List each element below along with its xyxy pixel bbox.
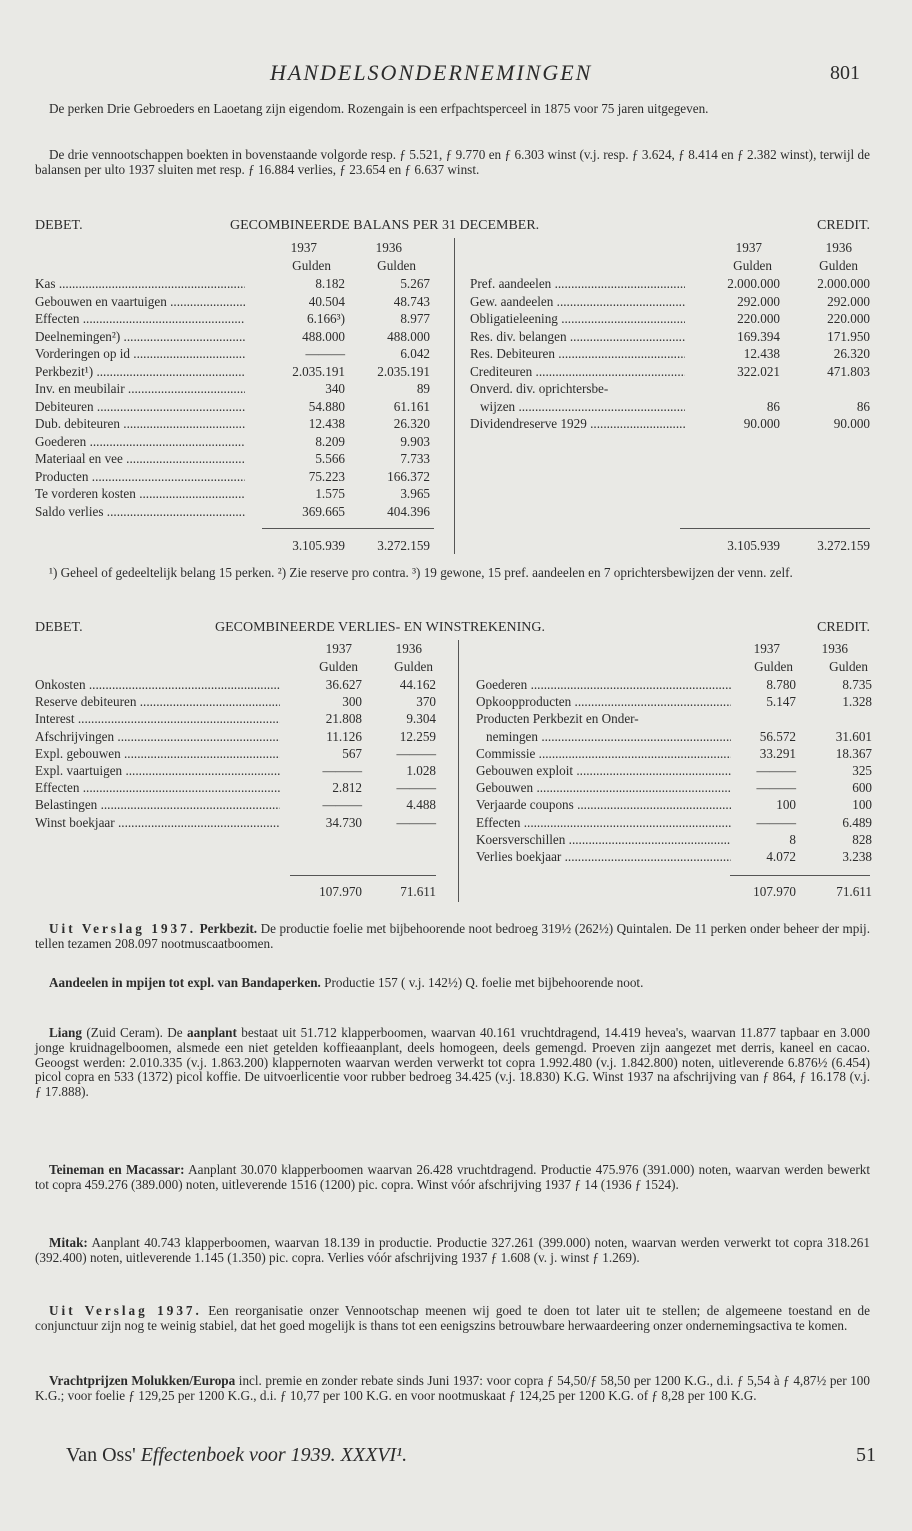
- footer-prefix: Van Oss': [66, 1444, 136, 1466]
- row-value-1936: 12.259: [399, 728, 436, 744]
- row-label: Verlies boekjaar .....: [476, 849, 731, 865]
- balance-title: GECOMBINEERDE BALANS PER 31 DECEMBER.: [230, 218, 540, 233]
- row-label: Gebouwen .....: [476, 780, 731, 796]
- row-value-1936: 828: [852, 831, 872, 847]
- balance-debet-label: DEBET.: [35, 218, 83, 233]
- balance-left-year-1936: 1936: [375, 240, 402, 255]
- paragraph-verslag-reorganisatie: [35, 1304, 870, 1334]
- section-heading: Vrachtprijzen Molukken/Europa: [49, 1373, 236, 1388]
- pl-left-unit-b: Gulden: [394, 659, 433, 674]
- section-keyword: aanplant: [187, 1025, 237, 1040]
- footer-page-number: 51: [856, 1444, 876, 1466]
- row-label: wijzen .....: [480, 399, 685, 415]
- paragraph-text: De productie foelie met bijbehoorende noot bedroeg 319½ (262½) Quintalen. De 11 perken onder beheer der mpij. tellen tezamen 208.097 nootmuscaatboomen.: [35, 921, 871, 951]
- row-value-1937: 4.072: [766, 849, 796, 864]
- section-heading: Mitak:: [49, 1235, 88, 1250]
- row-value-1937: 8: [789, 831, 796, 847]
- section-heading: Liang: [49, 1025, 82, 1040]
- pl-column-divider: [458, 640, 459, 902]
- row-value-1937: 488.000: [302, 328, 345, 344]
- row-label: Effecten .....: [476, 815, 731, 831]
- section-heading: Perkbezit.: [199, 921, 258, 936]
- row-label: Dividendreserve 1929 .....: [470, 416, 685, 432]
- row-value-1937: 86: [766, 398, 780, 414]
- balance-column-divider: [454, 238, 455, 554]
- row-label: Res. Debiteuren .....: [470, 346, 685, 362]
- row-label: Expl. vaartuigen .....: [35, 763, 280, 779]
- row-label: Goederen .....: [35, 434, 245, 450]
- row-label: nemingen .....: [486, 729, 731, 745]
- row-value-1936: 9.903: [400, 433, 430, 449]
- balance-credit-label: CREDIT.: [816, 218, 870, 233]
- intro-paragraph-1: De perken Drie Gebroeders en Laoetang zijn eigendom. Rozengain is een erfpachtsperceel in 1875 voor 75 jaren uitgegeven.: [49, 101, 709, 116]
- row-value-1936: 2.000.000: [817, 276, 870, 291]
- pl-credit-label: CREDIT.: [816, 620, 870, 635]
- row-label: Winst boekjaar .....: [35, 815, 280, 831]
- row-value-1936: 3.965: [400, 486, 430, 501]
- section-lead: Uit Verslag 1937.: [49, 1303, 202, 1318]
- row-value-1936: 86: [856, 398, 870, 414]
- row-value-1936: 1.328: [842, 694, 872, 710]
- balance-right-unit-b: Gulden: [819, 258, 858, 273]
- row-value-1937: ———: [322, 797, 362, 813]
- row-value-1937: ———: [756, 814, 796, 830]
- row-value-1936: 488.000: [387, 328, 430, 344]
- pl-right-unit-a: Gulden: [754, 659, 793, 674]
- row-label: Inv. en meubilair .....: [35, 381, 245, 397]
- row-label: Gebouwen en vaartuigen .....: [35, 294, 245, 310]
- row-value-1936: 3.238: [842, 849, 872, 864]
- pl-total-left-1937: 107.970: [319, 884, 362, 899]
- row-value-1936: 325: [852, 763, 872, 778]
- row-value-1936: 8.735: [842, 677, 872, 692]
- balance-right-year-1937: 1937: [735, 240, 762, 255]
- row-label: Dub. debiteuren .....: [35, 416, 245, 432]
- row-label: Reserve debiteuren .....: [35, 694, 280, 710]
- pl-left-unit-a: Gulden: [319, 659, 358, 674]
- row-value-1937: 54.880: [308, 398, 345, 414]
- row-value-1936: 26.320: [393, 416, 430, 431]
- row-label: Res. div. belangen .....: [470, 329, 685, 345]
- row-label: Verjaarde coupons .....: [476, 797, 731, 813]
- row-label: Onverd. div. oprichtersbe-: [470, 381, 609, 396]
- row-value-1936: ———: [396, 745, 436, 761]
- row-label: Effecten .....: [35, 311, 245, 327]
- row-label: Expl. gebouwen .....: [35, 746, 280, 762]
- paragraph-text: (Zuid Ceram). De: [81, 1025, 188, 1040]
- row-value-1937: 5.566: [315, 451, 345, 466]
- pl-debet-label: DEBET.: [35, 620, 83, 635]
- row-value-1937: 56.572: [759, 728, 796, 744]
- balance-right-year-1936: 1936: [825, 240, 852, 255]
- pl-left-year-1936: 1936: [395, 641, 422, 656]
- row-value-1936: 61.161: [393, 398, 430, 414]
- row-value-1937: 40.504: [308, 293, 345, 309]
- row-value-1936: ———: [396, 814, 436, 830]
- row-value-1937: 33.291: [759, 745, 796, 761]
- section-heading: Aandeelen in mpijen tot expl. van Bandaperken.: [49, 975, 321, 990]
- row-value-1936: 31.601: [835, 728, 872, 744]
- row-value-1936: 1.028: [406, 763, 436, 778]
- running-header-page-number: 801: [830, 62, 860, 84]
- page-footer: [66, 1444, 407, 1467]
- row-label: Vorderingen op id .....: [35, 346, 245, 362]
- row-value-1937: 322.021: [737, 363, 780, 379]
- row-value-1937: 36.627: [325, 677, 362, 692]
- balance-right-unit-a: Gulden: [733, 258, 772, 273]
- row-label: Gew. aandeelen .....: [470, 294, 685, 310]
- row-value-1937: 90.000: [743, 416, 780, 431]
- row-label: Goederen .....: [476, 677, 731, 693]
- row-label: Perkbezit¹) .....: [35, 364, 245, 380]
- row-label: Producten .....: [35, 469, 245, 485]
- paragraph-text: Aanplant 40.743 klapperboomen, waarvan 18.139 in productie. Productie 327.261 (399.000) noten, waarvan werden verwerkt tot copra 318.261 (392.400) noten, uitleverende 1.145 (1.350) pic. copra. Verlies vóór afschrijving 1937 ƒ 1.608 (v. j. winst ƒ 1.269).: [35, 1235, 870, 1265]
- row-value-1936: 2.035.191: [377, 363, 430, 379]
- running-header-title: HANDELSONDERNEMINGEN: [270, 60, 593, 85]
- intro-paragraph-2: De drie vennootschappen boekten in bovenstaande volgorde resp. ƒ 5.521, ƒ 9.770 en ƒ 6.303 winst (v.j. resp. ƒ 3.624, ƒ 8.414 en ƒ 2.382 winst), terwijl de balansen per ulto 1937 sluiten met resp. ƒ 16.884 verlies, ƒ 23.654 en ƒ 6.637 winst.: [35, 147, 870, 177]
- paragraph-aandeelen: [35, 976, 870, 991]
- row-value-1937: 12.438: [743, 346, 780, 361]
- row-value-1937: 2.000.000: [727, 276, 780, 291]
- row-value-1937: 8.780: [766, 677, 796, 692]
- paragraph-text: incl. premie en zonder rebate sinds Juni 1937: voor copra ƒ 54,50/ƒ 58,50 per 1200 K.G., d.i. ƒ 5,54 à ƒ 4,87½ per 100 K.G.; voor foelie ƒ 129,25 per 1200 K.G., d.i. ƒ 10,77 per 100 K.G. en voor nootmuskaat ƒ 124,25 per 1200 K.G. of ƒ 8,28 per 100 K.G.: [35, 1373, 870, 1403]
- paragraph-teineman: [35, 1163, 870, 1193]
- pl-left-year-1937: 1937: [325, 641, 352, 656]
- row-value-1936: 404.396: [387, 503, 430, 519]
- row-label: Koersverschillen .....: [476, 832, 731, 848]
- row-label: Kas .....: [35, 276, 245, 292]
- balance-left-year-1937: 1937: [290, 240, 317, 255]
- row-value-1936: 292.000: [827, 293, 870, 309]
- pl-left-total-rule: [290, 875, 436, 876]
- balance-left-total-rule: [262, 528, 434, 529]
- row-value-1937: 300: [342, 694, 362, 710]
- row-value-1937: 34.730: [325, 814, 362, 830]
- row-value-1937: ———: [322, 763, 362, 778]
- row-value-1936: 9.304: [406, 711, 436, 727]
- row-value-1936: 100: [852, 797, 872, 813]
- paragraph-liang: [35, 1026, 870, 1100]
- paragraph-verslag-perkbezit: [35, 922, 870, 952]
- row-value-1937: 8.209: [315, 433, 345, 449]
- pl-right-year-1937: 1937: [753, 641, 780, 656]
- section-heading: Teineman en Macassar:: [49, 1162, 185, 1177]
- balance-total-left-1937: 3.105.939: [292, 538, 345, 553]
- pl-total-right-1937: 107.970: [753, 884, 796, 899]
- row-label: Pref. aandeelen .....: [470, 276, 685, 292]
- pl-total-right-1936: 71.611: [836, 884, 872, 899]
- row-value-1936: 90.000: [833, 416, 870, 431]
- row-value-1937: 5.147: [766, 694, 796, 710]
- section-lead: Uit Verslag 1937.: [49, 921, 197, 936]
- row-label: Effecten .....: [35, 780, 280, 796]
- row-label: Interest .....: [35, 711, 280, 727]
- pl-right-year-1936: 1936: [821, 641, 848, 656]
- row-value-1937: 12.438: [308, 416, 345, 431]
- row-label: Afschrijvingen .....: [35, 729, 280, 745]
- paragraph-text: Productie 157 ( v.j. 142½) Q. foelie met bijbehoorende noot.: [320, 975, 644, 990]
- row-value-1937: 169.394: [737, 328, 780, 344]
- row-value-1936: 7.733: [400, 451, 430, 466]
- row-value-1937: ———: [305, 346, 345, 361]
- pl-title: GECOMBINEERDE VERLIES- EN WINSTREKENING.: [215, 620, 546, 635]
- row-value-1937: 21.808: [325, 711, 362, 727]
- balance-total-left-1936: 3.272.159: [377, 538, 430, 553]
- paragraph-text: bestaat uit 51.712 klapperboomen, waarvan 40.161 vruchtdragend, 14.419 hevea's, waarvan 11.877 tapbaar en 3.000 jonge kruidnagelboomen, alsmede een niet getelden koffieaanplant, deels homogeen, deels gemengd. Proeven zijn aangezet met derris, kaneel en cacao. Geoogst werden: 2.010.335 (v.j. 1.863.200) klappernoten waarvan werden verwerkt tot copra 1.992.480 (v.j. 1.842.800) noten, uitleverende 6.876½ (6.454) picol copra en 533 (1372) picol koffie. De uitvoerlicentie voor rubber bedroeg 34.425 (v.j. 18.830) K.G. Winst 1937 na afschrijving van ƒ 864, ƒ 16.178 (v.j. ƒ 17.888).: [35, 1025, 870, 1100]
- paragraph-mitak: [35, 1236, 870, 1266]
- row-value-1937: 8.182: [315, 276, 345, 291]
- row-value-1937: 6.166³): [306, 311, 345, 326]
- row-label: Crediteuren .....: [470, 364, 685, 380]
- row-value-1937: ———: [756, 780, 796, 796]
- row-value-1937: 220.000: [737, 311, 780, 326]
- row-value-1936: 171.950: [827, 328, 870, 344]
- row-value-1937: 1.575: [315, 486, 345, 501]
- row-value-1936: 6.489: [842, 814, 872, 830]
- row-value-1937: 292.000: [737, 293, 780, 309]
- balance-left-unit-a: Gulden: [292, 258, 331, 273]
- row-label: Onkosten .....: [35, 677, 280, 693]
- paragraph-text: Aanplant 30.070 klapperboomen waarvan 26.428 vruchtdragend. Productie 475.976 (391.000) noten, waarvan werden bewerkt tot copra 459.276 (389.000) noten, uitleverende 1516 (1200) pic. copra. Winst vóór afschrijving 1937 ƒ 14 (1936 ƒ 1524).: [35, 1162, 870, 1192]
- paragraph-text: Een reorganisatie onzer Vennootschap meenen wij goed te doen tot later uit te stellen; de algemeene toestand en de conjunctuur zijn nog te weinig stabiel, dat het goed mogelijk is thans tot een eenigszins betrouwbare herwaardeering onzer ondernemingsactiva te komen.: [35, 1303, 871, 1333]
- footer-book-title: Effectenboek voor 1939. XXXVI¹.: [140, 1444, 408, 1466]
- row-value-1936: 600: [852, 780, 872, 796]
- balance-right-total-rule: [680, 528, 870, 529]
- balance-left-unit-b: Gulden: [377, 258, 416, 273]
- row-label: Deelnemingen²) .....: [35, 329, 245, 345]
- row-label: Opkoopproducten .....: [476, 694, 731, 710]
- row-value-1936: 26.320: [833, 346, 870, 361]
- row-value-1937: 2.812: [332, 780, 362, 796]
- row-value-1937: 340: [325, 381, 345, 396]
- row-label: Obligatieleening .....: [470, 311, 685, 327]
- row-value-1936: 18.367: [835, 745, 872, 761]
- row-value-1936: 8.977: [400, 311, 430, 326]
- row-value-1936: 4.488: [406, 797, 436, 813]
- row-value-1937: 369.665: [302, 503, 345, 519]
- row-value-1937: 2.035.191: [292, 363, 345, 379]
- pl-right-total-rule: [730, 875, 870, 876]
- row-label: Saldo verlies .....: [35, 504, 245, 520]
- row-value-1936: 89: [416, 381, 430, 396]
- row-label: Debiteuren .....: [35, 399, 245, 415]
- row-value-1936: 48.743: [393, 293, 430, 309]
- row-label: Belastingen .....: [35, 797, 280, 813]
- row-value-1937: 11.126: [326, 728, 362, 744]
- row-value-1936: 5.267: [400, 276, 430, 291]
- row-value-1936: ———: [396, 780, 436, 796]
- balance-footnotes: ¹) Geheel of gedeeltelijk belang 15 perken. ²) Zie reserve pro contra. ³) 19 gewone, 15 pref. aandeelen en 7 oprichtersbewijzen der venn. zelf.: [49, 565, 793, 580]
- balance-total-right-1937: 3.105.939: [727, 538, 780, 553]
- row-label: Commissie .....: [476, 746, 731, 762]
- paragraph-vrachtprijzen: [35, 1374, 870, 1404]
- pl-right-unit-b: Gulden: [829, 659, 868, 674]
- row-label: Producten Perkbezit en Onder-: [476, 711, 639, 727]
- row-value-1937: 100: [776, 797, 796, 813]
- row-value-1936: 471.803: [827, 363, 870, 379]
- row-value-1936: 370: [416, 694, 436, 710]
- row-value-1937: ———: [756, 763, 796, 778]
- row-value-1936: 6.042: [400, 346, 430, 361]
- row-value-1936: 166.372: [387, 468, 430, 484]
- row-label: Gebouwen exploit .....: [476, 763, 731, 779]
- row-label: Materiaal en vee .....: [35, 451, 245, 467]
- row-value-1936: 220.000: [827, 311, 870, 326]
- row-value-1937: 75.223: [308, 468, 345, 484]
- row-value-1937: 567: [342, 745, 362, 761]
- row-label: Te vorderen kosten .....: [35, 486, 245, 502]
- balance-total-right-1936: 3.272.159: [817, 538, 870, 553]
- row-value-1936: 44.162: [399, 677, 436, 692]
- pl-total-left-1936: 71.611: [400, 884, 436, 899]
